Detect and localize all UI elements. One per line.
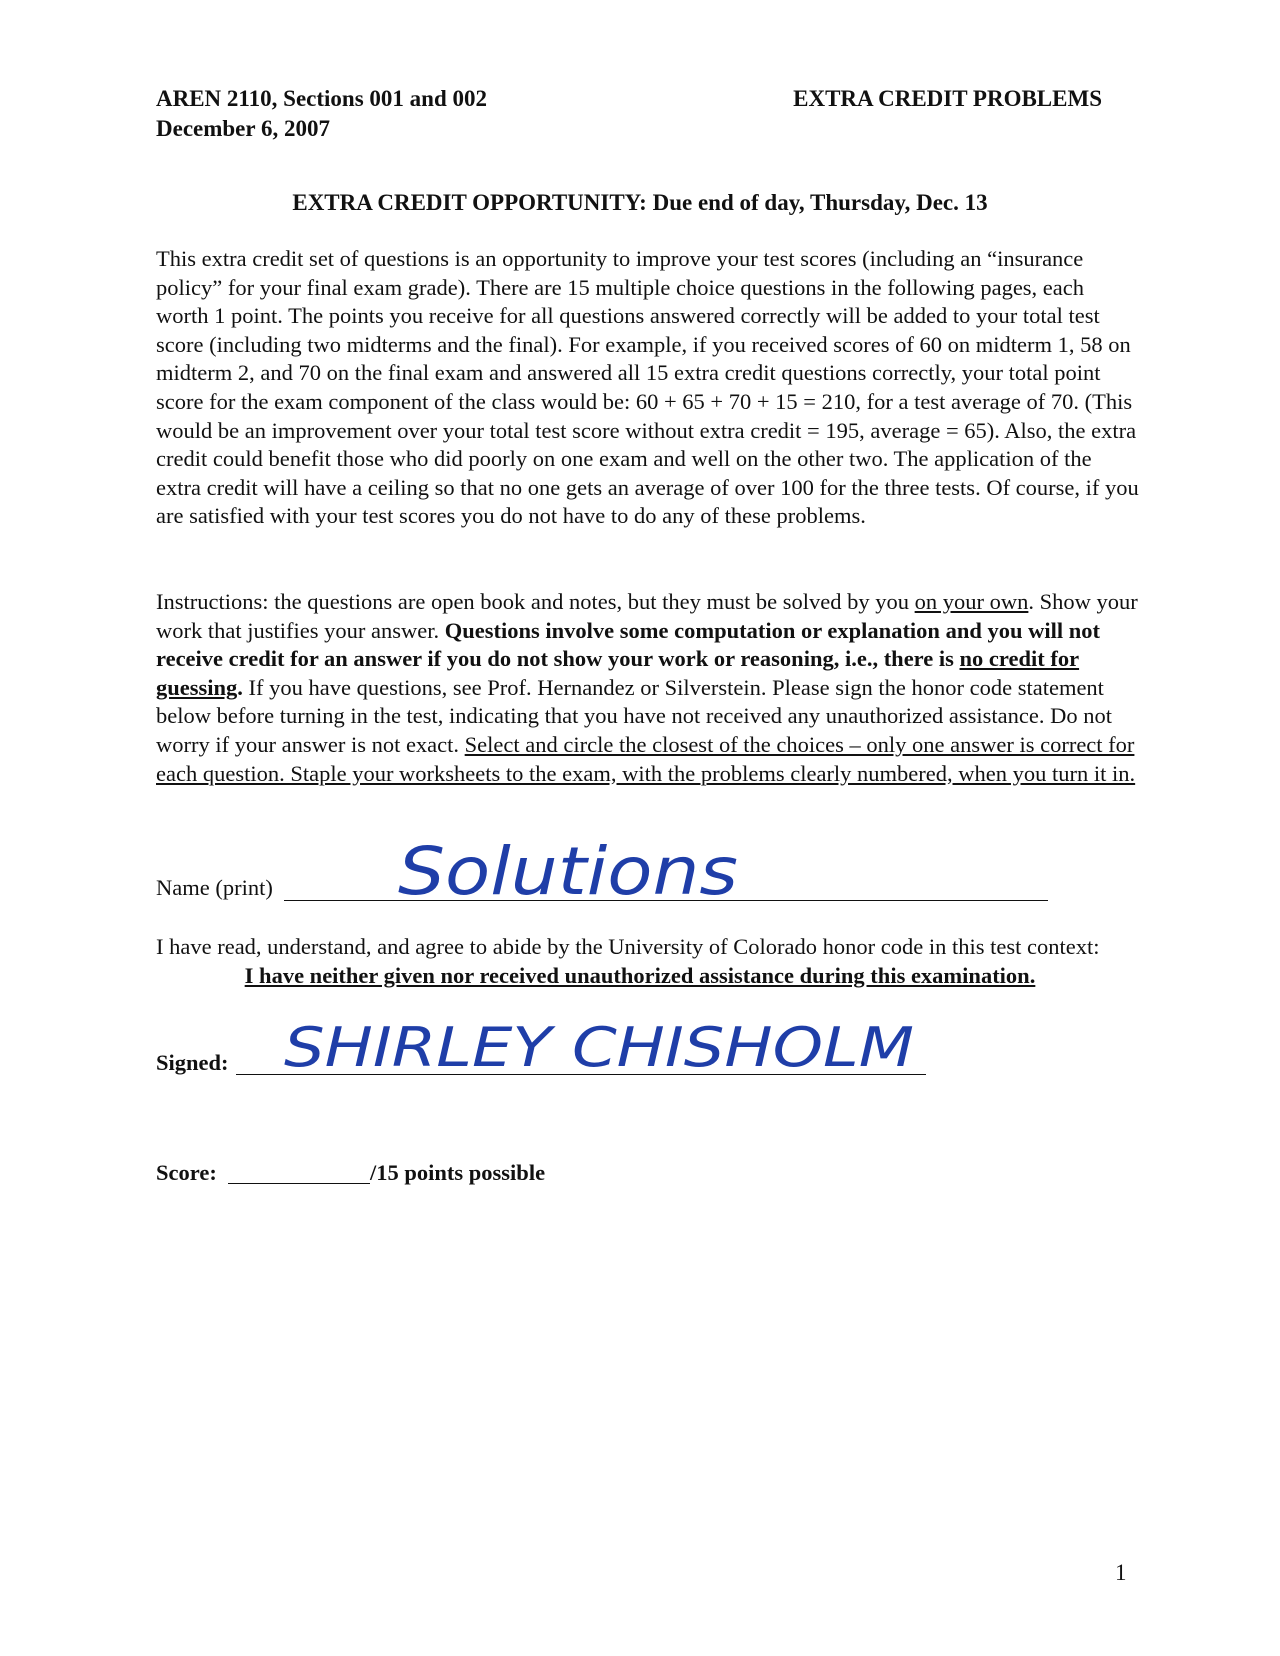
name-handwritten-text: Solutions — [398, 833, 738, 910]
header-left — [156, 84, 487, 144]
instructions-own-work: on your own — [914, 589, 1029, 614]
instructions-text: . Show your work that justifies your answer. — [156, 589, 1138, 643]
name-label: Name (print) — [156, 875, 273, 900]
intro-paragraph: This extra credit set of questions is an opportunity to improve your test scores (including an “insurance policy” for your final exam grade). There are 15 multiple choice questions in the following pages, each worth 1 point. The points you receive for all questions answered correctly will be added to your total test score (including two midterms and the final). For example, if you received scores of 60 on midterm 1, 58 on midterm 2, and 70 on the final exam and answered all 15 extra credit questions correctly, your total point score for the exam component of the class would be: 60 + 65 + 70 + 15 = 210, for a test average of 70. (This would be an improvement over your total test score without extra credit = 195, average = 65). Also, the extra credit could benefit those who did poorly on one exam and well on the other two. The application of the extra credit will have a ceiling so that no one gets an average of over 100 for the three tests. Of course, if you are satisfied with your test scores you do not have to do any of these problems. — [156, 246, 1139, 529]
instructions-text: Instructions: the questions are open book and notes, but they must be solved by you — [156, 589, 915, 614]
instructions-paragraph — [156, 588, 1141, 788]
course-title: AREN 2110, Sections 001 and 002 — [156, 86, 487, 111]
signature-svg — [284, 1008, 924, 1088]
instructions-text: If you have questions, see Prof. Hernandez or Silverstein. Please sign the honor code statement below before turning in the test, indicating that you have not received any unauthorized assistance. Do not worry if your answer is not exact. — [156, 674, 1112, 757]
score-total: /15 points possible — [370, 1160, 546, 1185]
signed-label: Signed: — [156, 1050, 229, 1075]
signature-handwriting — [284, 1008, 924, 1088]
instructions-period: . — [237, 674, 243, 700]
instructions-no-guessing: no credit for guessing — [156, 646, 1080, 700]
score-label: Score: — [156, 1160, 217, 1185]
honor-pledge: I have neither given nor received unauthorized assistance during this examination. — [244, 963, 1036, 988]
document-date: December 6, 2007 — [156, 116, 330, 141]
document-title: EXTRA CREDIT PROBLEMS — [793, 86, 1102, 111]
instructions-underlined: Select and circle the closest of the choices – only one answer is correct for each question. Staple your worksheets to the exam, with the problems clearly numbered, when you turn it in. — [156, 731, 1136, 786]
score-blank-line — [228, 1183, 370, 1184]
instructions-bold-warning: Questions involve some computation or explanation and you will not receive credit for an answer if you do not show your work or reasoning, i.e., there is — [156, 617, 1100, 672]
name-handwriting — [398, 826, 758, 916]
name-handwriting-svg — [398, 826, 758, 916]
page-number: 1 — [1115, 1560, 1127, 1585]
honor-statement: I have read, understand, and agree to abide by the University of Colorado honor code in this test context: — [156, 934, 1100, 959]
main-title: EXTRA CREDIT OPPORTUNITY: Due end of day, Thursday, Dec. 13 — [292, 190, 988, 215]
signature-text: SHIRLEY CHISHOLM — [284, 1016, 914, 1079]
